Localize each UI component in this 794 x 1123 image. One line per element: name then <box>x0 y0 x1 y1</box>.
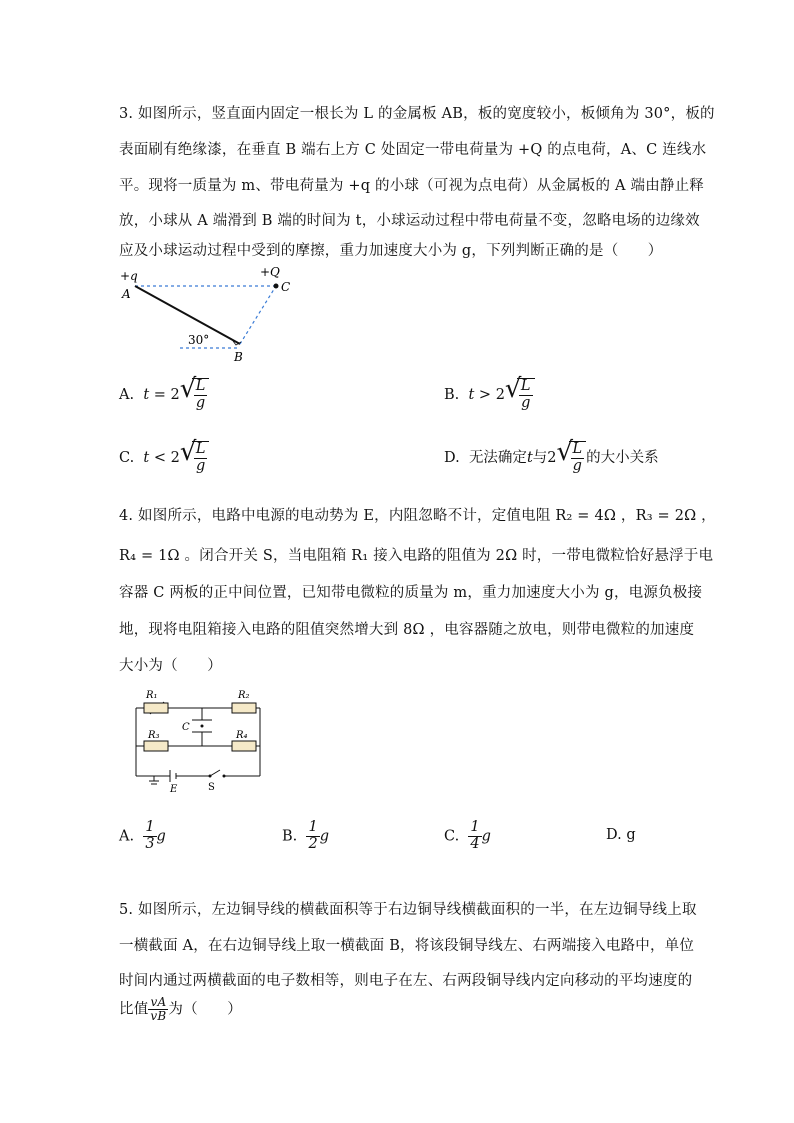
q4-line-5: 大小为（ ） <box>119 658 222 674</box>
q4-line-3: 容器 C 两板的正中间位置，已知带电微粒的质量为 m，重力加速度大小为 g，电源负极接 <box>119 585 703 601</box>
fraction <box>148 996 168 1023</box>
label-R3: R₃ <box>148 730 160 741</box>
label-plus-Q: +Q <box>260 265 280 279</box>
frac-num: L <box>195 441 206 457</box>
option-letter: A. <box>119 828 135 845</box>
sqrt: √ $\frac{L}{g}$ <box>180 441 210 475</box>
relation: = <box>153 386 166 403</box>
q3-line-3: 平。现将一质量为 m、带电荷量为 +q 的小球（可视为点电荷）从金属板的 A 端由静止释 <box>119 178 704 194</box>
option-text: g <box>626 827 636 843</box>
label-A: A <box>122 287 131 301</box>
text: 为（ ） <box>168 1001 242 1018</box>
frac-den: 2 <box>308 835 318 852</box>
option-letter: B. <box>444 386 460 403</box>
q3-option-A[interactable] <box>119 374 209 412</box>
sqrt: √ $\frac{L}{g}$ <box>505 378 535 412</box>
q3-incline-figure <box>110 262 310 367</box>
label-B: B <box>234 350 243 364</box>
frac-num: vA <box>148 996 168 1010</box>
fraction <box>143 820 156 853</box>
q4-option-D[interactable] <box>606 827 636 843</box>
coefficient: 2 <box>495 386 505 403</box>
coefficient: 2 <box>547 449 557 466</box>
var-t: t <box>143 386 150 403</box>
var-g: g <box>481 828 491 845</box>
q5-line-1: 5. 如图所示，左边铜导线的横截面积等于右边铜导线横截面积的一半，在左边铜导线上取 <box>119 902 697 918</box>
option-letter: D. <box>606 827 622 843</box>
option-text: 与 <box>532 449 548 466</box>
frac-den: g <box>195 394 206 411</box>
option-text: 的大小关系 <box>586 449 659 466</box>
option-letter: A. <box>119 386 135 403</box>
frac-den: vB <box>150 1009 167 1024</box>
label-C: C <box>281 280 291 294</box>
q3-option-D[interactable] <box>444 437 659 475</box>
var-t: t <box>143 449 150 466</box>
q4-line-1: 4. 如图所示，电路中电源的电动势为 E，内阻忽略不计，定值电阻 R₂ = 4Ω ，R₃ = 2Ω ， <box>119 508 716 524</box>
q4-line-2: R₄ = 1Ω 。闭合开关 S，当电阻箱 R₁ 接入电路的阻值为 2Ω 时，一带电微粒恰好悬浮于电 <box>119 548 714 564</box>
frac-num: 1 <box>145 819 155 835</box>
relation: > <box>478 386 492 403</box>
text: 比值 <box>119 1001 149 1018</box>
q4-circuit-figure <box>128 684 268 796</box>
var-g: g <box>156 828 166 845</box>
q3-option-B[interactable] <box>444 374 535 412</box>
var-t: t <box>468 386 475 403</box>
frac-num: L <box>520 378 531 394</box>
frac-den: g <box>521 394 531 411</box>
frac-den: 4 <box>470 835 480 852</box>
frac-num: L <box>195 378 206 394</box>
q3-line-2: 表面刷有绝缘漆，在垂直 B 端右上方 C 处固定一带电荷量为 +Q 的点电荷，A、C 连线水 <box>119 142 707 158</box>
var-g: g <box>319 828 330 845</box>
option-text: 无法确定 <box>468 449 527 466</box>
frac-num: L <box>572 441 583 457</box>
fraction <box>306 820 319 853</box>
label-plus-q: +q <box>120 269 138 283</box>
q3-line-4: 放，小球从 A 端滑到 B 端的时间为 t，小球运动过程中带电荷量不变，忽略电场的边缘效 <box>119 213 700 229</box>
option-letter: C. <box>119 449 135 466</box>
frac-num: 1 <box>470 819 480 835</box>
q3-line-1: 3. 如图所示，竖直面内固定一根长为 L 的金属板 AB，板的宽度较小，板倾角为 30°，板的 <box>119 106 715 122</box>
q3-line-5: 应及小球运动过程中受到的摩擦，重力加速度大小为 g，下列判断正确的是（ ） <box>119 243 663 259</box>
sqrt: √ $\frac{L}{g}$ <box>180 378 210 412</box>
coefficient: 2 <box>170 449 180 466</box>
var-t: t <box>526 449 533 466</box>
q4-option-C[interactable] <box>444 820 491 853</box>
q4-option-B[interactable] <box>282 820 329 853</box>
q4-line-4: 地，现将电阻箱接入电路的阻值突然增大到 8Ω ，电容器随之放电，则带电微粒的加速度 <box>119 622 695 638</box>
label-C: C <box>182 722 190 733</box>
option-letter: B. <box>282 828 298 845</box>
relation: < <box>153 449 166 466</box>
label-angle: 30° <box>188 333 210 347</box>
frac-den: 3 <box>145 835 155 852</box>
q5-line-3: 时间内通过两横截面的电子数相等，则电子在左、右两段铜导线内定向移动的平均速度的 <box>119 973 693 989</box>
frac-den: g <box>196 457 206 474</box>
frac-den: g <box>572 457 582 474</box>
option-letter: C. <box>444 828 460 845</box>
coefficient: 2 <box>170 386 180 403</box>
q5-line-4 <box>119 996 242 1023</box>
sqrt: √ $\frac{L}{g}$ <box>557 441 587 475</box>
label-E: E <box>170 784 178 795</box>
label-R2: R₂ <box>238 690 250 701</box>
label-S: S <box>208 782 215 793</box>
q5-line-2: 一横截面 A，在右边铜导线上取一横截面 B，将该段铜导线左、右两端接入电路中，单位 <box>119 938 695 954</box>
q3-option-C[interactable] <box>119 437 209 475</box>
fraction <box>468 820 481 853</box>
q4-option-A[interactable] <box>119 820 166 853</box>
frac-num: 1 <box>308 819 318 835</box>
option-letter: D. <box>444 449 460 466</box>
label-R4: R₄ <box>236 730 248 741</box>
label-R1: R₁ <box>146 690 158 701</box>
